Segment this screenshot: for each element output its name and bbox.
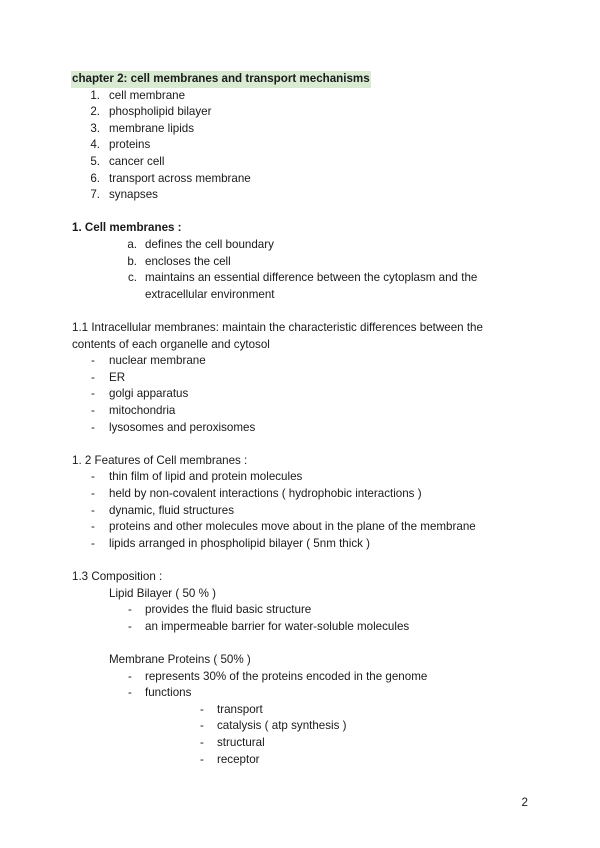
toc-item: transport across membrane: [109, 172, 251, 185]
toc-item: cancer cell: [109, 155, 165, 168]
chapter-title: chapter 2: cell membranes and transport mechanisms: [71, 71, 371, 88]
toc-number: 5.: [90, 155, 100, 168]
toc-item: phospholipid bilayer: [109, 105, 212, 118]
dash-bullet: -: [200, 736, 204, 749]
dash-bullet: -: [200, 753, 204, 766]
dash-bullet: -: [91, 421, 95, 434]
list-item: golgi apparatus: [109, 387, 189, 400]
list-item: encloses the cell: [145, 255, 231, 268]
dash-bullet: -: [200, 719, 204, 732]
toc-number: 2.: [90, 105, 100, 118]
list-item: held by non-covalent interactions ( hydrophobic interactions ): [109, 487, 422, 500]
list-item: defines the cell boundary: [145, 238, 274, 251]
dash-bullet: -: [128, 603, 132, 616]
dash-bullet: -: [91, 504, 95, 517]
list-item: ER: [109, 371, 126, 384]
list-item: receptor: [217, 753, 260, 766]
list-item: lipids arranged in phospholipid bilayer ( 5nm thick ): [109, 537, 370, 550]
toc-item: membrane lipids: [109, 122, 195, 135]
toc-number: 7.: [90, 188, 100, 201]
list-item: lysosomes and peroxisomes: [109, 421, 256, 434]
list-letter: a.: [127, 238, 137, 251]
list-item: dynamic, fluid structures: [109, 504, 235, 517]
list-item: provides the fluid basic structure: [145, 603, 312, 616]
list-item: catalysis ( atp synthesis ): [217, 719, 347, 732]
list-item: structural: [217, 736, 265, 749]
list-letter: c.: [127, 271, 137, 284]
dash-bullet: -: [91, 354, 95, 367]
section-heading: 1.3 Composition :: [72, 570, 163, 583]
list-item: transport: [217, 703, 263, 716]
toc-item: proteins: [109, 138, 151, 151]
dash-bullet: -: [91, 520, 95, 533]
dash-bullet: -: [91, 387, 95, 400]
dash-bullet: -: [128, 620, 132, 633]
dash-bullet: -: [128, 670, 132, 683]
toc-item: synapses: [109, 188, 158, 201]
page-number: 2: [521, 796, 528, 809]
list-item: functions: [145, 686, 192, 699]
list-item: proteins and other molecules move about in the plane of the membrane: [109, 520, 476, 533]
dash-bullet: -: [200, 703, 204, 716]
dash-bullet: -: [91, 371, 95, 384]
dash-bullet: -: [91, 537, 95, 550]
toc-number: 1.: [90, 89, 100, 102]
dash-bullet: -: [128, 686, 132, 699]
list-item: thin film of lipid and protein molecules: [109, 470, 303, 483]
subsection-heading: Membrane Proteins ( 50% ): [109, 653, 251, 666]
toc-number: 3.: [90, 122, 100, 135]
section-heading: 1. 2 Features of Cell membranes :: [72, 454, 248, 467]
paragraph-line: 1.1 Intracellular membranes: maintain the characteristic differences between the: [72, 321, 483, 334]
list-item: nuclear membrane: [109, 354, 206, 367]
list-item: represents 30% of the proteins encoded in the genome: [145, 670, 428, 683]
dash-bullet: -: [91, 404, 95, 417]
paragraph-line: contents of each organelle and cytosol: [72, 338, 270, 351]
section-heading: 1. Cell membranes :: [72, 221, 182, 234]
dash-bullet: -: [91, 470, 95, 483]
list-item: mitochondria: [109, 404, 176, 417]
list-item-continuation: extracellular environment: [145, 288, 275, 301]
list-item: an impermeable barrier for water-soluble molecules: [145, 620, 410, 633]
list-item: maintains an essential difference between the cytoplasm and the: [145, 271, 478, 284]
toc-number: 6.: [90, 172, 100, 185]
subsection-heading: Lipid Bilayer ( 50 % ): [109, 587, 216, 600]
toc-item: cell membrane: [109, 89, 186, 102]
list-letter: b.: [127, 255, 137, 268]
toc-number: 4.: [90, 138, 100, 151]
dash-bullet: -: [91, 487, 95, 500]
